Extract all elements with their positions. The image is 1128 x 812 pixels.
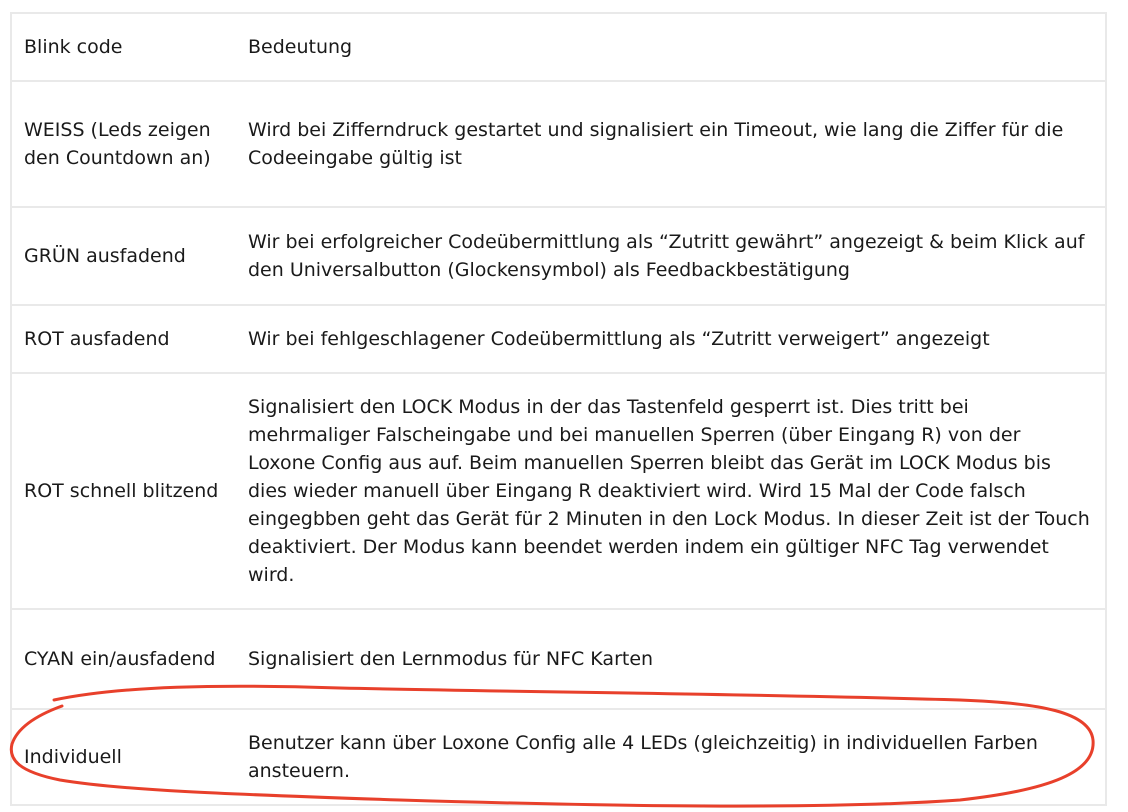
blink-code-table bbox=[10, 12, 1107, 806]
table-header-row bbox=[12, 14, 1105, 82]
row-code: Individuell bbox=[24, 746, 122, 768]
header-bedeutung: Bedeutung bbox=[248, 36, 353, 58]
row-meaning: Benutzer kann über Loxone Config alle 4 LEDs (gleichzeitig) in individuellen Farben ansteuern. bbox=[248, 732, 1038, 782]
row-code: CYAN ein/ausfadend bbox=[24, 648, 216, 670]
table-row bbox=[12, 82, 1105, 208]
row-meaning: Signalisiert den LOCK Modus in der das Tastenfeld gesperrt ist. Dies tritt bei mehrmaliger Falscheingabe und bei manuellen Sperren (über Eingang R) von der Loxone Config aus auf. Beim manuellen Sperren bleibt das Gerät im LOCK Modus bis dies wieder manuell über Eingang R deaktiviert wird. Wird 15 Mal der Code falsch eingegbben geht das Gerät für 2 Minuten in den Lock Modus. In dieser Zeit ist der Touch deaktiviert. Der Modus kann beendet werden indem ein gültiger NFC Tag verwendet wird. bbox=[248, 396, 1090, 586]
header-blink-code: Blink code bbox=[24, 36, 123, 58]
row-code: ROT ausfadend bbox=[24, 328, 170, 350]
table-row bbox=[12, 610, 1105, 710]
table-row bbox=[12, 306, 1105, 374]
row-meaning: Wird bei Zifferndruck gestartet und signalisiert ein Timeout, wie lang die Ziffer für die Codeeingabe gültig ist bbox=[248, 119, 1064, 169]
table-row bbox=[12, 208, 1105, 306]
row-code: ROT schnell blitzend bbox=[24, 480, 219, 502]
table-row bbox=[12, 374, 1105, 610]
row-code: GRÜN ausfadend bbox=[24, 245, 186, 267]
row-meaning: Wir bei erfolgreicher Codeübermittlung als “Zutritt gewährt” angezeigt & beim Klick auf den Universalbutton (Glockensymbol) als Feedbackbestätigung bbox=[248, 231, 1085, 281]
row-meaning: Wir bei fehlgeschlagener Codeübermittlung als “Zutritt verweigert” angezeigt bbox=[248, 328, 990, 350]
row-meaning: Signalisiert den Lernmodus für NFC Karten bbox=[248, 648, 654, 670]
table-row-highlighted bbox=[12, 710, 1105, 806]
row-code: WEISS (Leds zeigen den Countdown an) bbox=[24, 119, 211, 169]
